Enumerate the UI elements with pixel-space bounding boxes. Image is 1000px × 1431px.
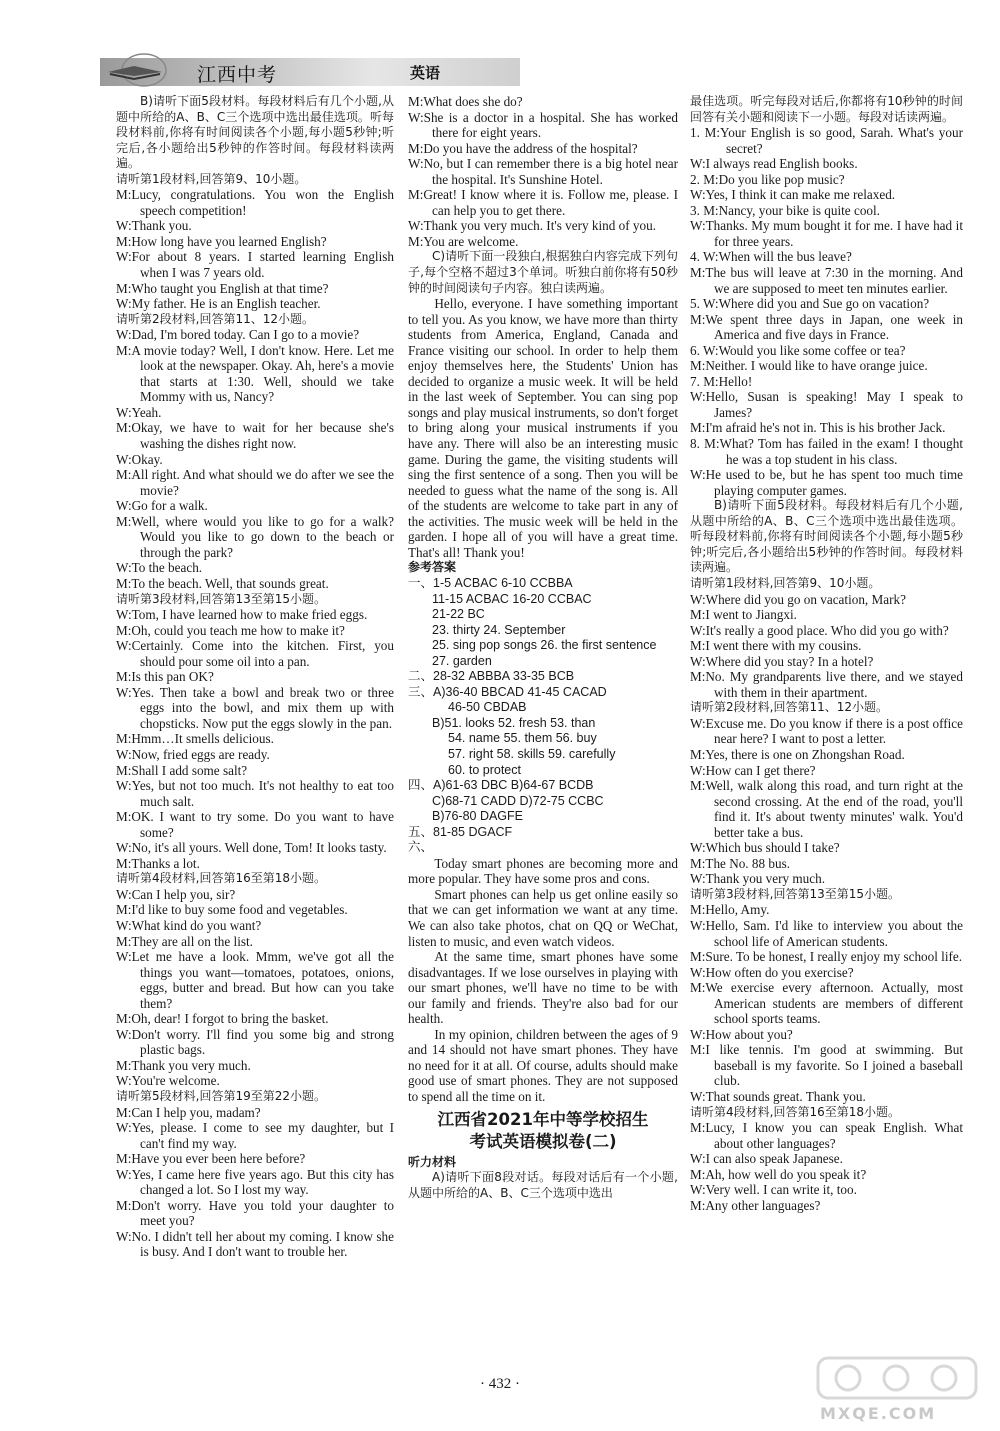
listening-label: 听力材料: [408, 1154, 457, 1169]
exam-title-line2: 考试英语模拟卷(二): [469, 1131, 617, 1151]
column-middle: [408, 94, 678, 1201]
text-line: W:Yes, but not too much. It's not healthy to eat too much salt.: [116, 778, 394, 809]
column-left: [116, 94, 394, 1260]
text-line: M:We spent three days in Japan, one week in America and five days in France.: [690, 311, 963, 343]
text-line: 8. M:What? Tom has failed in the exam! I thought he was a top student in his class.: [690, 436, 963, 467]
text-line: M:Can I help you, madam?: [116, 1104, 261, 1120]
text-line: C)请听下面一段独白,根据独白内容完成下列句子,每个空格不超过3个单词。听独白前你将有50秒钟的时间阅读句子内容。独白读两遍。: [408, 249, 678, 295]
text-line: M:I'd like to buy some food and vegetables.: [116, 902, 348, 918]
text-line: M:Neither. I would like to have orange juice.: [690, 358, 928, 374]
text-line: W:I can also speak Japanese.: [690, 1151, 843, 1167]
text-line: 请听第1段材料,回答第9、10小题。: [116, 171, 307, 186]
text-line: M:A movie today? Well, I don't know. Here. Let me look at the newspaper. Okay. Ah, here's a movie that starts at 1:30. Well, should we take Mommy with us, Nancy?: [116, 342, 394, 405]
page-number: · 432 ·: [480, 1376, 520, 1392]
text-line: M:Don't worry. Have you told your daughter to meet you?: [116, 1197, 394, 1229]
text-line: W:For about 8 years. I started learning English when I was 7 years old.: [116, 249, 394, 281]
essay-paragraph: Today smart phones are becoming more and more popular. They have some pros and cons.: [408, 855, 678, 887]
text-line: 请听第3段材料,回答第13至第15小题。: [690, 886, 900, 901]
column-right: [690, 94, 963, 1213]
answer-line: C)68-71 CADD D)72-75 CCBC: [432, 793, 604, 808]
text-line: W:Thank you very much.: [690, 871, 826, 887]
answer-line: 三、A)36-40 BBCAD 41-45 CACAD: [408, 684, 607, 699]
text-line: M:I went there with my cousins.: [690, 638, 862, 654]
text-line: 4. W:When will the bus leave?: [690, 249, 852, 265]
text-line: M:Shall I add some salt?: [116, 762, 248, 778]
header-series-title: 江西中考: [197, 64, 278, 86]
text-line: W:Hello, Sam. I'd like to interview you about the school life of American students.: [690, 917, 963, 949]
text-line: 请听第3段材料,回答第13至第15小题。: [116, 591, 326, 606]
text-line: W:Yes, I think it can make me relaxed.: [690, 187, 896, 203]
text-line: W:Tom, I have learned how to make fried eggs.: [116, 607, 368, 623]
text-line: M:No. My grandparents live there, and we stayed with them in their apartment.: [690, 669, 963, 700]
text-line: W:No, but I can remember there is a big hotel near the hospital. It's Sunshine Hotel.: [408, 156, 678, 187]
answer-line: 60. to protect: [448, 762, 521, 777]
text-line: 请听第2段材料,回答第11、12小题。: [116, 311, 314, 326]
listening-transcript-continued: [408, 94, 678, 560]
text-line: W:How often do you exercise?: [690, 964, 854, 980]
text-line: M:Any other languages?: [690, 1197, 821, 1213]
answer-key-title: 参考答案: [408, 560, 457, 575]
sample-essay: [408, 856, 678, 1105]
text-line: W:Hello, Susan is speaking! May I speak to James?: [690, 389, 963, 420]
text-line: M:Lucy, I know you can speak English. What about other languages?: [690, 1120, 963, 1151]
essay-paragraph: Smart phones can help us get online easily so that we can get information we want at any time. We can also take photos, chat on QQ or WeChat, listen to music, and even watch videos.: [408, 886, 678, 949]
text-line: W:Don't worry. I'll find you some big and strong plastic bags.: [116, 1026, 394, 1058]
answer-line: 27. garden: [432, 653, 492, 668]
text-line: W:Thank you very much. It's very kind of you.: [408, 218, 656, 234]
text-line: W:Excuse me. Do you know if there is a post office near here? I want to post a letter.: [690, 715, 963, 747]
answer-line: B)51. looks 52. fresh 53. than: [432, 715, 596, 730]
text-line: M:Hmm…It smells delicious.: [116, 731, 274, 747]
text-line: 6. W:Would you like some coffee or tea?: [690, 342, 906, 358]
text-line: W:You're welcome.: [116, 1073, 220, 1089]
text-line: W:Thank you.: [116, 218, 192, 234]
section-a-intro: A)请听下面8段对话。每段对话后有一个小题,从题中所给的A、B、C三个选项中选出: [408, 1170, 678, 1200]
text-line: W:Very well. I can write it, too.: [690, 1182, 857, 1198]
answer-line: 一、1-5 ACBAC 6-10 CCBBA: [408, 575, 573, 590]
answer-line: 五、81-85 DGACF: [408, 824, 513, 839]
text-line: W:To the beach.: [116, 560, 203, 576]
text-line: M:Ah, how well do you speak it?: [690, 1166, 867, 1182]
book-logo-icon: [104, 52, 172, 88]
answer-key: [408, 576, 678, 856]
text-line: 请听第5段材料,回答第19至第22小题。: [116, 1089, 326, 1103]
answer-line: 21-22 BC: [432, 607, 485, 622]
text-line: M:The bus will leave at 7:30 in the morning. And we are supposed to meet ten minutes earlier.: [690, 265, 963, 296]
text-line: W:Thanks. My mum bought it for me. I have had it for three years.: [690, 218, 963, 249]
answer-line: 二、28-32 ABBBA 33-35 BCB: [408, 669, 575, 684]
text-line: Hello, everyone. I have something important to tell you. As you know, we have more than thirty students from America, England, Canada and France visiting our school. In order to help them enjoy themselves here, the Students' Union has decided to organize a music week. It will be held in the last week of September. You can sing pop songs and play musical instruments, so don't forget to bring along your musical instruments if you have any. There will also be an interesting music game. During the game, the visiting students will sing the first sentence of a song. Then you will be needed to guess what the name of the song is. All of the students are welcome to take part in any of the activities. The music week will be held in the garden. I hope all of you will have a great time. That's all! Thank you!: [408, 296, 678, 560]
text-line: W:Okay.: [116, 451, 163, 467]
answer-line: 54. name 55. them 56. buy: [448, 731, 597, 746]
essay-paragraph: At the same time, smart phones have some disadvantages. If we lose ourselves in playing with our smart phones, we'll have no time to be with our family and friends. They're also bad for our health.: [408, 949, 678, 1027]
text-line: W:She is a doctor in a hospital. She has worked there for eight years.: [408, 109, 678, 141]
text-line: M:Hello, Amy.: [690, 902, 770, 918]
text-line: 7. M:Hello!: [690, 373, 753, 389]
text-line: W:Which bus should I take?: [690, 840, 840, 856]
text-line: B)请听下面5段材料。每段材料后有几个小题,从题中所给的A、B、C三个选项中选出最佳选项。听每段材料前,你将有时间阅读各个小题,每小题5秒钟;听完后,各小题给出5秒钟的作答时间。每段材料读两遍。: [690, 498, 963, 575]
answer-line: 57. right 58. skills 59. carefully: [448, 746, 616, 761]
text-line: W:No. I didn't tell her about my coming. I know she is busy. And I don't want to trouble her.: [116, 1228, 394, 1260]
text-line: M:OK. I want to try some. Do you want to have some?: [116, 809, 394, 840]
text-line: W:Yes, I came here five years ago. But this city has changed a lot. So I lost my way.: [116, 1166, 394, 1198]
text-line: 最佳选项。听完每段对话后,你都将有10秒钟的时间回答有关小题和阅读下一小题。每段对话读两遍。: [690, 94, 963, 124]
text-line: W:I always read English books.: [690, 156, 858, 172]
text-line: M:Sure. To be honest, I really enjoy my school life.: [690, 949, 963, 965]
text-line: M:Okay, we have to wait for her because she's washing the dishes right now.: [116, 420, 394, 452]
text-line: W:It's really a good place. Who did you go with?: [690, 622, 949, 638]
text-line: M:Lucy, congratulations. You won the English speech competition!: [116, 187, 394, 218]
text-line: W:Dad, I'm bored today. Can I go to a movie?: [116, 327, 360, 343]
text-line: M:Is this pan OK?: [116, 669, 214, 685]
text-line: W:My father. He is an English teacher.: [116, 296, 321, 312]
text-line: W:What kind do you want?: [116, 917, 262, 933]
answer-line: 11-15 ACBAC 16-20 CCBAC: [432, 591, 592, 606]
text-line: M:The No. 88 bus.: [690, 855, 791, 871]
watermark-text: MXQE.COM: [820, 1404, 937, 1423]
exam-title: [408, 1109, 678, 1153]
text-line: W:Where did you go on vacation, Mark?: [690, 591, 906, 607]
text-line: W:He used to be, but he has spent too much time playing computer games.: [690, 467, 963, 498]
text-line: M:They are all on the list.: [116, 933, 253, 949]
text-line: W:Yeah.: [116, 404, 162, 420]
answer-line: B)76-80 DAGFE: [432, 809, 524, 824]
text-line: W:Yes, please. I come to see my daughter, but I can't find my way.: [116, 1120, 394, 1151]
text-line: 请听第4段材料,回答第16至第18小题。: [690, 1104, 900, 1119]
text-line: M:To the beach. Well, that sounds great.: [116, 575, 329, 591]
text-line: M:How long have you learned English?: [116, 233, 327, 249]
text-line: M:Thank you very much.: [116, 1057, 251, 1073]
text-line: W:Where did you stay? In a hotel?: [690, 653, 874, 669]
answer-line: 四、A)61-63 DBC B)64-67 BCDB: [408, 778, 594, 793]
text-line: M:We exercise every afternoon. Actually, most American students are members of different school sports teams.: [690, 980, 963, 1027]
text-line: W:Yes. Then take a bowl and break two or three eggs into the bowl, and mix them up with chopsticks. Now put the eggs slowly in the pan.: [116, 684, 394, 731]
text-line: M:I'm afraid he's not in. This is his brother Jack.: [690, 420, 946, 436]
text-line: B)请听下面5段材料。每段材料后有几个小题,从题中所给的A、B、C三个选项中选出最佳选项。听每段材料前,你将有时间阅读各个小题,每小题5秒钟;听完后,各小题给出5秒钟的作答时间。每段材料读两遍。: [116, 94, 394, 171]
text-line: 5. W:Where did you and Sue go on vacation?: [690, 296, 930, 312]
text-line: 1. M:Your English is so good, Sarah. What's your secret?: [690, 125, 963, 156]
text-line: M:Do you have the address of the hospital?: [408, 140, 638, 156]
text-line: W:Certainly. Come into the kitchen. First, you should pour some oil into a pan.: [116, 638, 394, 669]
text-line: W:Can I help you, sir?: [116, 886, 236, 902]
text-line: M:I went to Jiangxi.: [690, 607, 797, 623]
text-line: M:Yes, there is one on Zhongshan Road.: [690, 746, 905, 762]
text-line: M:Well, walk along this road, and turn right at the second crossing. At the end of the road, you'll find it. It's about twenty minutes' walk. You'd better take a bus.: [690, 778, 963, 840]
text-line: M:Well, where would you like to go for a walk? Would you like to go down to the beach or through the park?: [116, 513, 394, 560]
text-line: 请听第4段材料,回答第16至第18小题。: [116, 871, 326, 886]
essay-paragraph: In my opinion, children between the ages of 9 and 14 should not have smart phones. They have no need for it at all. Of course, adults should make good use of smart phones. They are not supposed to spend all the time on it.: [408, 1026, 678, 1104]
text-line: 2. M:Do you like pop music?: [690, 171, 845, 187]
answer-line: 23. thirty 24. September: [432, 622, 566, 637]
text-line: W:That sounds great. Thank you.: [690, 1089, 866, 1104]
text-line: M:Have you ever been here before?: [116, 1151, 306, 1167]
text-line: W:No, it's all yours. Well done, Tom! It looks tasty.: [116, 840, 387, 856]
answer-line: 六、: [408, 840, 434, 855]
answer-line: 46-50 CBDAB: [448, 700, 527, 715]
text-line: M:Great! I know where it is. Follow me, please. I can help you to get there.: [408, 187, 678, 218]
text-line: M:Thanks a lot.: [116, 855, 200, 871]
text-line: W:Let me have a look. Mmm, we've got all the things you want—tomatoes, potatoes, onions, eggs, butter and bread. But how can you take them?: [116, 949, 394, 1011]
text-line: W:Go for a walk.: [116, 498, 208, 514]
text-line: W:How can I get there?: [690, 762, 816, 778]
text-line: 请听第1段材料,回答第9、10小题。: [690, 575, 881, 590]
text-line: M:I like tennis. I'm good at swimming. But baseball is my favorite. So I joined a baseball club.: [690, 1042, 963, 1089]
exam-title-line1: 江西省2021年中等学校招生: [437, 1109, 649, 1129]
text-line: 请听第2段材料,回答第11、12小题。: [690, 700, 888, 715]
text-line: 3. M:Nancy, your bike is quite cool.: [690, 202, 880, 218]
text-line: M:What does she do?: [408, 94, 523, 109]
header-subject: 英语: [410, 64, 441, 82]
text-line: M:Who taught you English at that time?: [116, 280, 329, 296]
text-line: W:Now, fried eggs are ready.: [116, 746, 270, 762]
text-line: M:Oh, dear! I forgot to bring the basket.: [116, 1011, 329, 1027]
text-line: W:How about you?: [690, 1026, 793, 1042]
text-line: M:All right. And what should we do after we see the movie?: [116, 467, 394, 498]
text-line: M:Oh, could you teach me how to make it?: [116, 622, 345, 638]
answer-line: 25. sing pop songs 26. the first sentence: [432, 638, 657, 653]
text-line: M:You are welcome.: [408, 233, 519, 249]
